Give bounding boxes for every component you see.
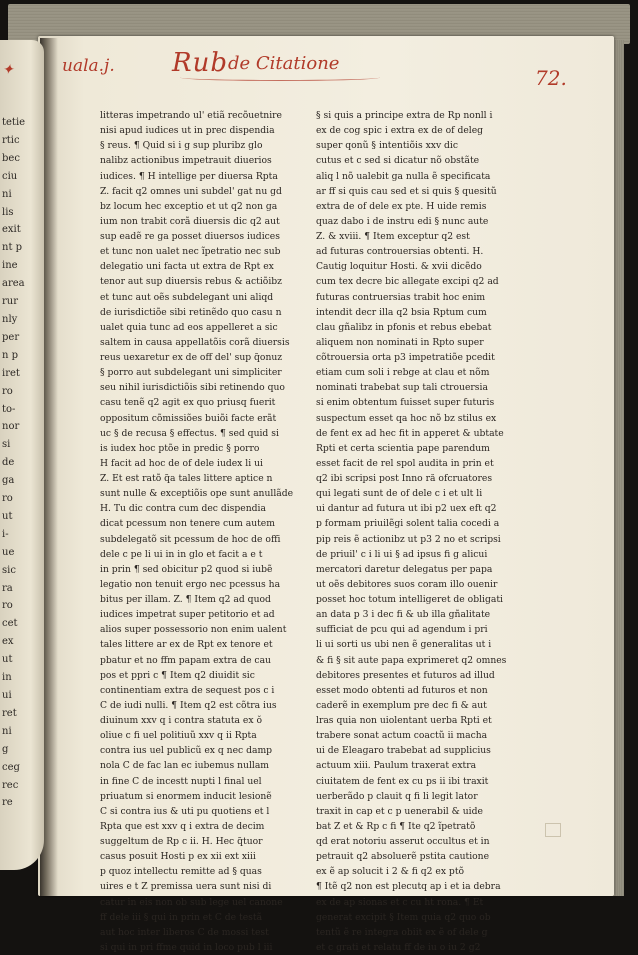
- text-column-left: [100, 108, 292, 955]
- verso-fragment: tetie: [2, 117, 26, 128]
- verso-fragment: ni: [2, 725, 12, 737]
- text-line: p formam priuilẽgi solent talia cocedi a: [316, 518, 500, 530]
- verso-fragment: ue: [2, 546, 15, 558]
- text-line: si enim obtentum fuisset super futuris: [316, 397, 495, 409]
- verso-fragment: g: [2, 743, 9, 755]
- text-column-right: [316, 108, 507, 955]
- text-line: is iudex hoc ptõe in predic § porro: [100, 442, 260, 454]
- text-line: suspectum esset qa hoc nõ bz stilus ex: [316, 412, 497, 424]
- text-line: tenor aut sup diuersis rebus & actiõibz: [100, 276, 282, 288]
- running-head-title: de Citatione: [228, 53, 340, 74]
- text-line: casu tenẽ q2 agit ex quo priusq fuerit: [100, 397, 276, 409]
- verso-fragment: cet: [2, 618, 18, 630]
- running-head-left-label: uala.j.: [62, 56, 115, 76]
- verso-fragment: in: [2, 672, 12, 684]
- verso-fragment: iret: [2, 367, 20, 379]
- verso-running-head: ✦: [2, 62, 14, 78]
- text-line: C de iudi nulli. ¶ Item q2 est cõtra ius: [100, 699, 277, 711]
- verso-fragment: ni: [2, 188, 12, 200]
- text-line: pbatur et no ffm papam extra de cau: [100, 654, 271, 666]
- text-line: litteras impetrando ul' etiã recõuetnire: [100, 110, 282, 121]
- text-line: etiam cum soli i rebge at clau et nõm: [316, 367, 490, 379]
- text-line: super qonũ § intentiõis xxv dic: [316, 140, 459, 152]
- rubric-mark: Rub: [172, 48, 228, 78]
- text-line: bitus per illam. Z. ¶ Item q2 ad quod: [100, 594, 271, 605]
- verso-fragment: area: [2, 278, 25, 290]
- text-line: H facit ad hoc de of dele iudex li ui: [100, 457, 263, 469]
- text-line: iudices impetrat super petitorio et ad: [100, 609, 275, 621]
- text-line: de priuil' c i li ui § ad ipsus fi g alicui: [316, 548, 488, 560]
- text-line: ui dantur ad futura ut ibi p2 uex eft q2: [316, 503, 497, 515]
- text-line: qui legati sunt de of dele c i et ult li: [316, 488, 483, 500]
- text-line: suggeltum de Rp c ii. H. Hec q̃tuor: [100, 836, 263, 847]
- text-line: et c grati et relatu ff de iu o iu 2 g2: [316, 941, 481, 953]
- text-line: uires e t Z premissa uera sunt nisi di: [100, 881, 272, 893]
- folio-number: 72.: [535, 66, 567, 90]
- verso-fragment: ra: [2, 582, 13, 594]
- text-line: si qui in pri ffme quid in loco pub l iii: [100, 941, 273, 953]
- text-line: dele c pe li ui in in glo et facit a e t: [100, 548, 263, 560]
- text-line: cõtrouersia orta p3 impetratiõe pcedit: [316, 352, 495, 363]
- rubric-flourish: [180, 74, 380, 81]
- text-line: ut oẽs debitores suos coram illo ouenir: [316, 578, 498, 590]
- verso-fragment: per: [2, 331, 20, 343]
- text-line: ad futuras controuersias obtenti. H.: [316, 246, 484, 258]
- text-line: ui de Eleagaro trabebat ad supplicius: [316, 745, 491, 757]
- text-line: ex ẽ ap solucit i 2 & fi q2 ex ptõ: [316, 866, 465, 878]
- text-line: esset facit de rel spol audita in prin et: [316, 457, 494, 469]
- text-line: ff dele iii § qui in prin et C de testã: [100, 911, 263, 923]
- verso-fragment: rec: [2, 779, 19, 791]
- text-line: cum tex decre bic allegate excipi q2 ad: [316, 276, 499, 288]
- verso-fragment: ciu: [2, 170, 18, 182]
- text-line: petrauit q2 absoluerẽ pstita cautione: [316, 851, 490, 863]
- text-line: sunt nulle & exceptiõis ope sunt anullãde: [100, 488, 294, 500]
- verso-fragment: ceg: [2, 761, 20, 773]
- text-line: ¶ Itẽ q2 non est plecutq ap i et ia debra: [316, 881, 501, 893]
- text-line: priuatum si enormem inducit lesionẽ: [100, 790, 272, 802]
- verso-fragment: to-: [2, 403, 16, 415]
- text-line: generat excipit § Item quia q2 quo ob: [316, 911, 491, 923]
- verso-fragment: ga: [2, 475, 15, 487]
- text-line: quaz dabo i de instru edi § nunc aute: [316, 215, 489, 227]
- verso-fragment: de: [2, 457, 15, 469]
- text-line: esset modo obtenti ad futuros et non: [316, 684, 488, 696]
- text-line: bz locum hec exceptio et ut q2 non ga: [100, 200, 278, 212]
- text-line: catur in eis non ob sub lege uel canone: [100, 896, 283, 908]
- text-line: Z. & xviii. ¶ Item exceptur q2 est: [316, 231, 470, 242]
- text-line: casus posuit Hosti p ex xii ext xiii: [100, 851, 256, 863]
- text-line: tentũ ẽ re integra obiit ex ẽ of dele g: [316, 926, 488, 938]
- text-line: lras quia non uiolentant uerba Rpti et: [316, 715, 492, 726]
- verso-fragment: ui: [2, 690, 12, 701]
- text-line: Z. Et est ratõ q̃a tales littere aptice n: [100, 473, 273, 484]
- text-line: ex de cog spic i extra ex de of deleg: [316, 125, 484, 137]
- text-line: traxit in cap et c p uenerabil & uide: [316, 805, 483, 817]
- text-line: de fent ex ad hec fit in apperet & ubtate: [316, 427, 504, 439]
- text-line: uc § de recusa § effectus. ¶ sed quid si: [100, 427, 279, 439]
- text-line: et tunc non ualet nec ĩpetratio nec sub: [100, 246, 281, 258]
- text-line: debitores presentes et futuros ad illud: [316, 669, 495, 681]
- text-line: delegatio uni facta ut extra de Rpt ex: [100, 261, 274, 273]
- verso-fragment: n p: [2, 349, 19, 361]
- text-line: et tunc aut oẽs subdelegant uni aliqd: [100, 291, 274, 303]
- verso-fragment: ro: [2, 385, 13, 397]
- text-line: de iurisdictiõe sibi retinẽdo quo casu n: [100, 306, 282, 318]
- text-line: p quoz intellectu remitte ad § quas: [100, 866, 262, 878]
- verso-fragment: nor: [2, 421, 20, 433]
- text-line: ar ff si quis cau sed et si quis § quesitũ: [316, 185, 497, 197]
- text-line: subdelegatõ sit pcessum de hoc de offi: [100, 533, 281, 545]
- verso-fragment: ro: [2, 600, 13, 612]
- text-line: alios super possessorio non enim ualent: [100, 624, 287, 636]
- library-stamp: [545, 823, 561, 837]
- text-line: an data p 3 i dec fi & ub illa gñalitate: [316, 609, 491, 621]
- text-line: legatio non tenuit ergo nec pcessus ha: [100, 578, 281, 590]
- verso-fragment: rur: [2, 296, 19, 308]
- text-line: diuinum xxv q i contra statuta ex ŏ: [100, 715, 263, 726]
- verso-fragment: ine: [2, 260, 18, 272]
- text-line: uerberãdo p clauit q fi li legit lator: [316, 790, 478, 802]
- text-line: in fine C de incestt nupti l final uel: [100, 775, 262, 787]
- text-line: sufficiat de pcu qui ad agendum i pri: [316, 624, 488, 636]
- verso-fragment: sic: [2, 564, 16, 576]
- text-line: qd erat notoriu asserut occultus et in: [316, 836, 490, 847]
- text-line: saltem in causa appellatõis corã diuersis: [100, 336, 290, 348]
- text-line: cutus et c sed si dicatur nõ obstãte: [316, 155, 480, 167]
- verso-fragment: exit: [2, 224, 21, 236]
- text-line: pip reis ẽ actionibz ut p3 2 no et scripsi: [316, 533, 501, 545]
- verso-page-edge: [0, 40, 44, 870]
- text-line: trabere sonat actum coactũ ii macha: [316, 730, 488, 742]
- verso-fragment: si: [2, 439, 11, 451]
- text-line: nisi apud iudices ut in prec dispendia: [100, 125, 275, 137]
- text-line: § reus. ¶ Quid si i g sup pluribz glo: [100, 140, 263, 152]
- text-line: ualet quia tunc ad eos appelleret a sic: [100, 321, 278, 333]
- verso-fragment: lis: [2, 206, 14, 218]
- text-line: dicat pcessum non tenere cum autem: [100, 518, 275, 530]
- verso-text-fragments: [2, 114, 42, 812]
- text-line: pos et ppri c ¶ Item q2 diuidit sic: [100, 669, 255, 681]
- text-line: posset hoc totum intelligeret de obligati: [316, 594, 503, 605]
- verso-fragment: re: [2, 797, 13, 809]
- text-line: § si quis a principe extra de Rp nonll i: [316, 110, 493, 121]
- text-line: nominati trabebat sup tali ctrouersia: [316, 382, 488, 394]
- text-line: actuum xiii. Paulum traxerat extra: [316, 760, 477, 772]
- text-line: clau gñalibz in pfonis et rebus ebebat: [316, 321, 492, 333]
- verso-fragment: ex: [2, 636, 14, 648]
- text-line: C si contra ius & uti pu quotiens et l: [100, 805, 270, 817]
- text-line: ex de ap sionas et c cu ht rona. ¶ Et: [316, 896, 484, 908]
- text-line: § porro aut subdelegant uni simpliciter: [100, 367, 282, 379]
- text-line: oppositum cõmissiões buiõi facte erãt: [100, 412, 277, 424]
- text-line: tales littere ar ex de Rpt ex tenore et: [100, 639, 273, 651]
- text-line: intendit decr illa q2 bsia Rptum cum: [316, 306, 487, 318]
- verso-fragment: nly: [2, 313, 18, 325]
- verso-fragment: ut: [2, 510, 13, 522]
- text-line: Rpti et certa scientia pape parendum: [316, 442, 490, 454]
- text-line: seu nihil iurisdictiõis sibi retinendo quo: [100, 382, 285, 394]
- text-line: ium non trabit corã diuersis dic q2 aut: [100, 215, 280, 227]
- text-line: extra de of dele ex pte. H uide remis: [316, 200, 487, 212]
- text-line: nola C de fac lan ec iubemus nullam: [100, 760, 270, 772]
- verso-fragment: bec: [2, 152, 20, 164]
- text-line: H. Tu dic contra cum dec dispendia: [100, 503, 266, 515]
- text-line: li ui sorti us ubi nen ẽ generalitas ut i: [316, 639, 492, 651]
- text-line: & fi § sit aute papa exprimeret q2 omnes: [316, 654, 507, 666]
- text-line: nalibz actionibus impetrauit diuerios: [100, 155, 272, 167]
- text-line: bat Z et & Rp c fi ¶ Ite q2 ĩpetratõ: [316, 820, 476, 832]
- verso-fragment: nt p: [2, 242, 23, 254]
- text-line: in prin ¶ sed obicitur p2 quod si iubẽ: [100, 563, 273, 575]
- verso-fragment: ro: [2, 493, 13, 505]
- text-line: reus uexaretur ex de off del' sup q̃onuz: [100, 352, 283, 363]
- text-line: aliquem non nominati in Rpto super: [316, 336, 484, 348]
- text-line: caderẽ in exemplum pre dec fi & aut: [316, 699, 487, 711]
- text-line: Rpta que est xxv q i extra de decim: [100, 820, 265, 832]
- verso-fragment: ut: [2, 654, 13, 666]
- text-line: sup eadẽ re ga posset diuersos iudices: [100, 231, 280, 242]
- text-line: Z. facit q2 omnes uni subdel' gat nu gd: [100, 185, 282, 197]
- verso-fragment: i-: [2, 528, 9, 540]
- text-line: oliue c fi uel politiuũ xxv q ii Rpta: [100, 730, 257, 742]
- text-line: mercatori daretur delegatus per papa: [316, 563, 493, 575]
- verso-fragment: rtic: [2, 134, 20, 146]
- text-line: contra ius uel publicũ ex q nec damp: [100, 745, 273, 757]
- text-line: q2 ibi scripsi post Inno ră ofcruatores: [316, 473, 493, 484]
- text-line: continentiam extra de sequest pos c i: [100, 684, 275, 696]
- text-line: futuras contruersias trabit hoc enim: [316, 291, 486, 303]
- text-line: iudices. ¶ H intellige per diuersa Rpta: [100, 170, 278, 182]
- verso-fragment: ret: [2, 707, 17, 719]
- text-line: aliq l nõ ualebit ga nulla ẽ specificata: [316, 170, 491, 182]
- text-line: aut hoc inter liberos C de mossi test: [100, 926, 269, 938]
- text-line: Cautig loquitur Hosti. & xvii dicẽdo: [316, 261, 482, 273]
- text-line: ciuitatem de fent ex cu ps ii ibi traxit: [316, 775, 489, 787]
